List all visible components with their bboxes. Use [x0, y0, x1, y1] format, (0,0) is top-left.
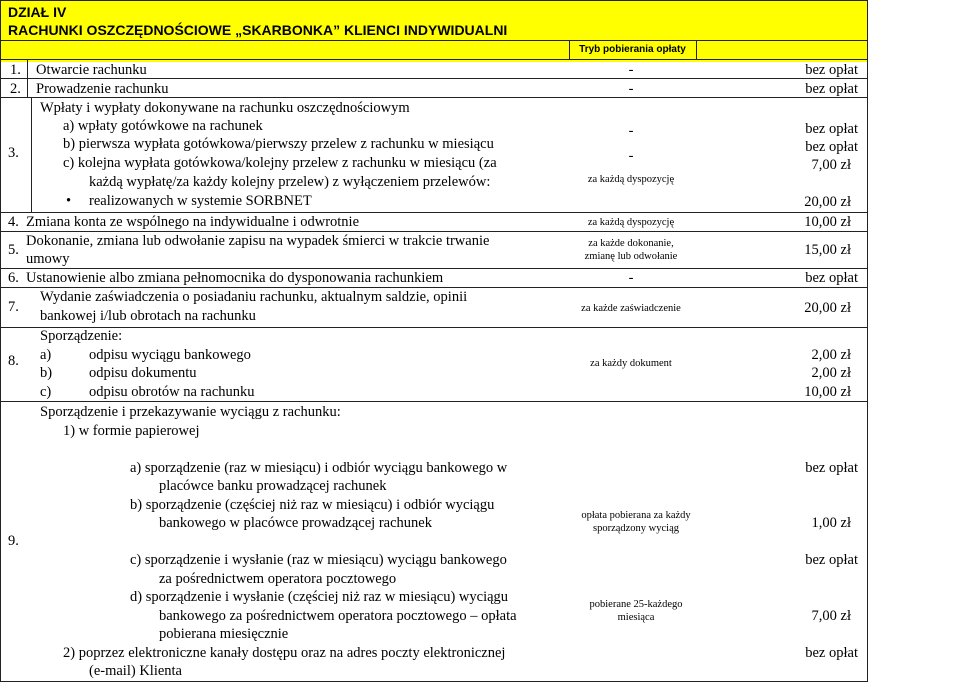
row-item-c-line3: realizowanych w systemie SORBNET [89, 193, 312, 209]
row-number: 8. [8, 353, 19, 369]
row-fee: 15,00 zł [804, 242, 851, 258]
row-mode: za każdą dyspozycję [587, 217, 675, 228]
row-item-d-line2: bankowego za pośrednictwem operatora pocztowego – opłata [159, 608, 517, 624]
row-mode-d-line2: miesiąca [617, 612, 655, 623]
row-item-a-line1: a) sporządzenie (raz w miesiącu) i odbiór wyciągu bankowego w [130, 460, 508, 476]
row-fee-a: 2,00 zł [811, 347, 851, 363]
row-item-b-line1: b) sporządzenie (częściej niż raz w miesiącu) i odbiór wyciągu [130, 497, 495, 513]
row-mode-b: - [628, 148, 634, 164]
row-number: 4. [8, 214, 19, 230]
row-item-a: a) wpłaty gotówkowe na rachunek [63, 118, 263, 134]
row-fee-a: bez opłat [805, 460, 858, 476]
row-description: Ustanowienie albo zmiana pełnomocnika do dysponowania rachunkiem [26, 270, 444, 286]
row-item-b: b) pierwsza wypłata gotówkowa/pierwszy przelew z rachunku w miesiącu [63, 136, 494, 152]
mode-column-header: Tryb pobierania opłaty [579, 44, 686, 55]
row-mode-line2: zmianę lub odwołanie [584, 251, 678, 262]
row-sub2-line2: (e-mail) Klienta [89, 663, 182, 679]
row-fee: bez opłat [805, 270, 858, 286]
row-item-b: odpisu dokumentu [89, 365, 197, 381]
row-mode: za każdy dokument [590, 358, 672, 369]
row-mode: za każde zaświadczenie [581, 303, 681, 314]
section-title: RACHUNKI OSZCZĘDNOŚCIOWE „SKARBONKA” KLIENCI INDYWIDUALNI [8, 22, 508, 38]
row-mode-line1: za każde dokonanie, [588, 238, 674, 249]
row-mode: - [628, 270, 634, 286]
row-number: 9. [8, 533, 19, 549]
row-item-d-line3: pobierana miesięcznie [159, 626, 289, 642]
row-mode-d-line1: pobierane 25-każdego [589, 599, 683, 610]
row-mode: - [628, 62, 634, 78]
row-fee: bez opłat [805, 62, 858, 78]
row-sub2-line1: 2) poprzez elektroniczne kanały dostępu oraz na adres poczty elektronicznej [63, 645, 506, 661]
row-item-c-letter: c) [40, 384, 52, 400]
row-description-line2: bankowej i/lub obrotach na rachunku [40, 308, 256, 324]
row-mode-a: - [628, 123, 634, 139]
row-item-a-letter: a) [40, 347, 52, 363]
row-item-b-letter: b) [40, 365, 53, 381]
bullet-icon: • [66, 193, 72, 209]
row-description: Zmiana konta ze wspólnego na indywidualne i odwrotnie [26, 214, 360, 230]
row-description: Prowadzenie rachunku [36, 81, 169, 97]
row-title: Sporządzenie i przekazywanie wyciągu z rachunku: [40, 404, 341, 420]
row-item-a: odpisu wyciągu bankowego [89, 347, 251, 363]
row-item-c-line1: c) kolejna wypłata gotówkowa/kolejny przelew z rachunku w miesiącu (za [63, 155, 497, 171]
row-description-line2: umowy [26, 251, 70, 267]
row-fee: bez opłat [805, 81, 858, 97]
row-description: Otwarcie rachunku [36, 62, 147, 78]
row-number: 6. [8, 270, 19, 286]
row-item-b-line2: bankowego w placówce prowadzącej rachunek [159, 515, 432, 531]
row-fee-b: 1,00 zł [811, 515, 851, 531]
row-fee-a: bez opłat [805, 121, 858, 137]
row-fee-c: 10,00 zł [804, 384, 851, 400]
row-number: 2. [10, 81, 21, 97]
row-number: 1. [10, 62, 21, 78]
row-item-c-line2: za pośrednictwem operatora pocztowego [159, 571, 397, 587]
row-number: 7. [8, 299, 19, 315]
row-fee-b: 2,00 zł [811, 365, 851, 381]
row-mode-c: za każdą dyspozycję [587, 174, 675, 185]
row-item-c: odpisu obrotów na rachunku [89, 384, 255, 400]
row-description-line1: Dokonanie, zmiana lub odwołanie zapisu na wypadek śmierci w trakcie trwanie [26, 233, 490, 249]
row-item-c-line2: każdą wypłatę/za każdy kolejny przelew) z wyłączeniem przelewów: [89, 174, 491, 190]
row-description-line1: Wydanie zaświadczenia o posiadaniu rachunku, aktualnym saldzie, opinii [40, 289, 468, 305]
row-fee: 10,00 zł [804, 214, 851, 230]
row-item-d-line1: d) sporządzenie i wysłanie (częściej niż raz w miesiącu) wyciągu [130, 589, 509, 605]
row-fee: 20,00 zł [804, 300, 851, 316]
row-item-a-line2: placówce banku prowadzącej rachunek [159, 478, 387, 494]
row-fee-c: 7,00 zł [811, 157, 851, 173]
row-item-c-line1: c) sporządzenie i wysłanie (raz w miesiącu) wyciągu bankowego [130, 552, 507, 568]
row-sub1: 1) w formie papierowej [63, 423, 200, 439]
row-mode: - [628, 81, 634, 97]
row-number: 5. [8, 242, 19, 258]
row-fee-d: 7,00 zł [811, 608, 851, 624]
row-fee-sorbnet: 20,00 zł [804, 194, 851, 210]
row-title: Wpłaty i wypłaty dokonywane na rachunku oszczędnościowym [40, 100, 410, 116]
row-title: Sporządzenie: [40, 328, 123, 344]
row-fee-2: bez opłat [805, 645, 858, 661]
row-mode-b-line2: sporządzony wyciąg [592, 523, 679, 534]
row-number: 3. [8, 145, 19, 161]
row-fee-c: bez opłat [805, 552, 858, 568]
section-number: DZIAŁ IV [8, 4, 67, 20]
row-mode-b-line1: opłata pobierana za każdy [581, 510, 691, 521]
row-fee-b: bez opłat [805, 139, 858, 155]
